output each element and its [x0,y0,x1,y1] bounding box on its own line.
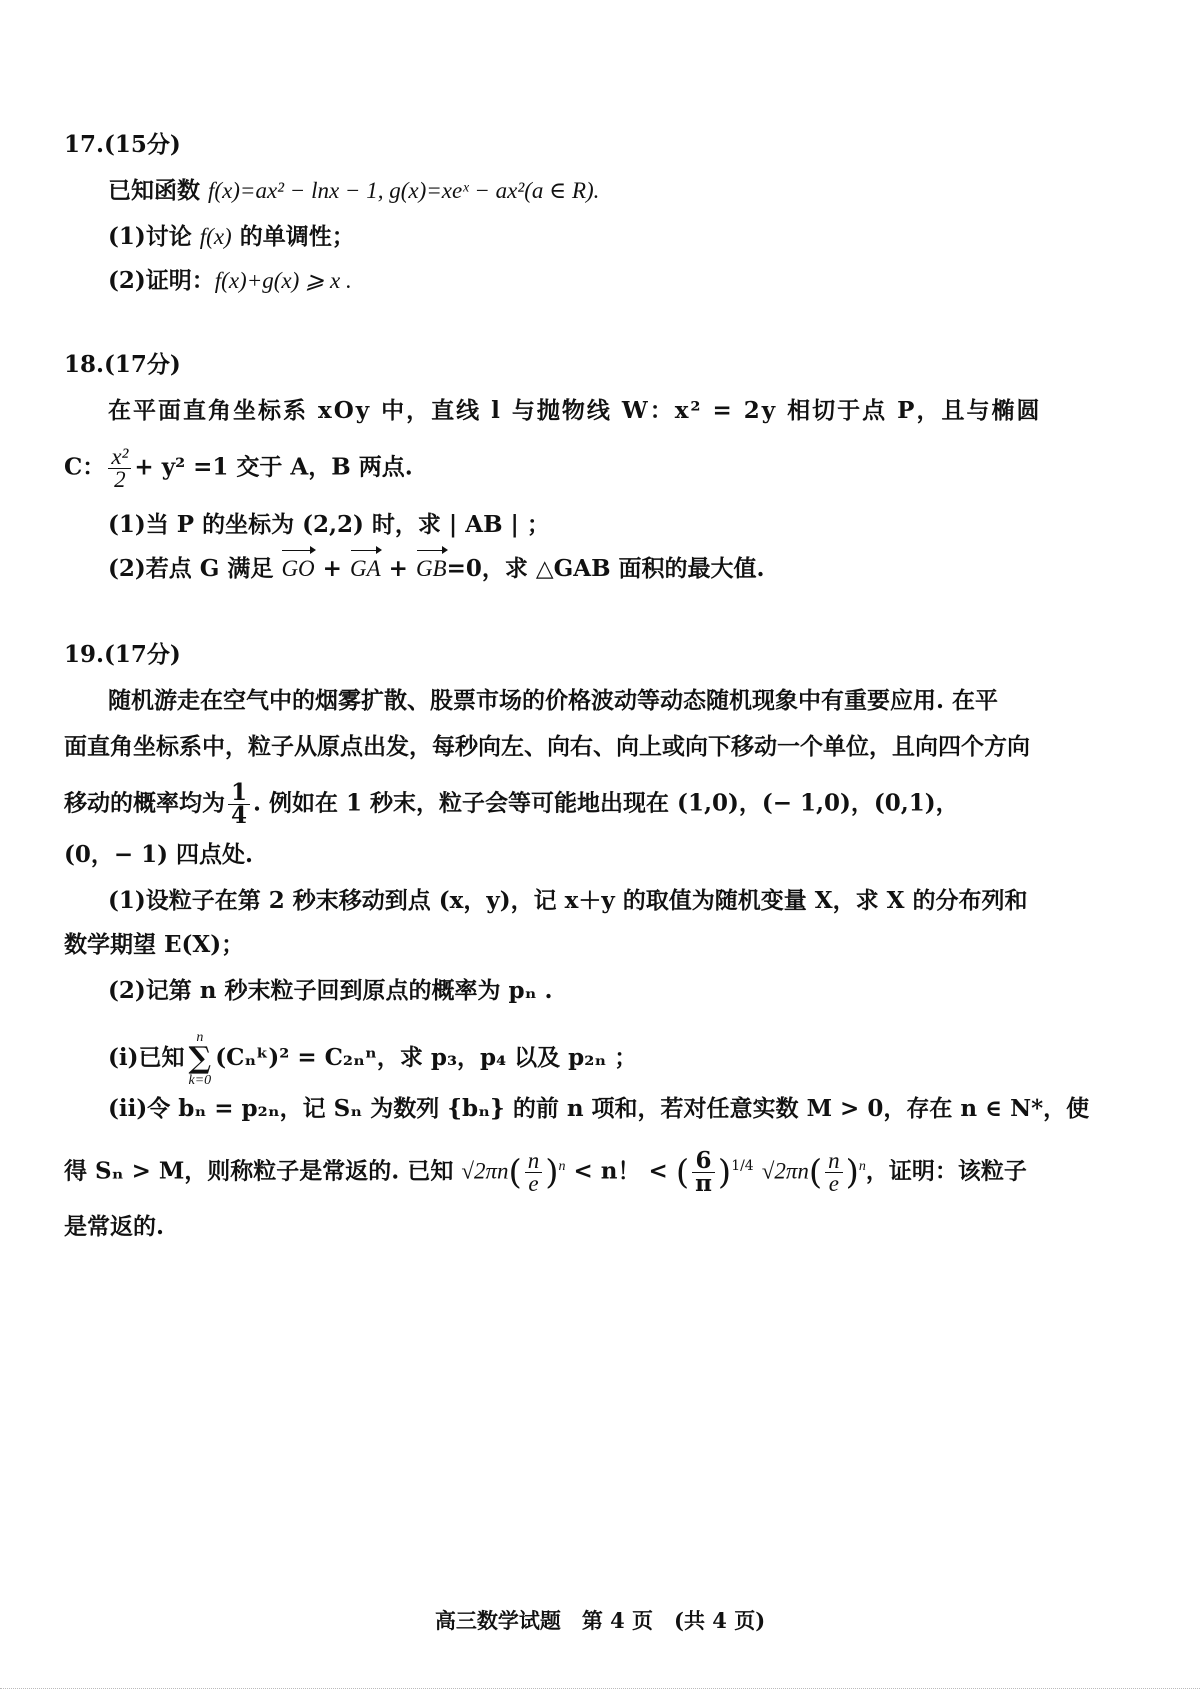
q19-fraction-numerator: 1 [228,782,250,805]
q19-part1-line2: 数学期望 E(X)； [64,931,245,958]
sum-upper-limit: n [196,1030,204,1045]
q19-part2: (2)记第 n 秒末粒子回到原点的概率为 pₙ . [108,977,553,1004]
q17-part1-label: (1)讨论 [108,223,200,250]
q19-part2-ii-line3: 是常返的. [64,1213,165,1240]
stirling-middle: < n！ < [565,1157,676,1185]
q17-heading: 17.(15分) [64,131,181,158]
stirling-exp-right: n [858,1158,866,1174]
q19-line1: 随机游走在空气中的烟雾扩散、股票市场的价格波动等动态随机现象中有重要应用. 在平 [108,687,999,714]
q18-fraction-denominator: 2 [114,467,126,492]
q17-part2 [108,266,352,296]
q19-line3-pre: 移动的概率均为 [64,789,225,817]
stirling-frac-den-left: e [528,1171,539,1196]
stirling-frac2-num: 6 [692,1150,715,1173]
stirling-fraction-six-pi [692,1147,715,1197]
q18-part2-pre: (2)若点 G 满足 [108,555,282,582]
bottom-divider [0,1688,1200,1689]
q18-line1: 在平面直角坐标系 xOy 中，直线 l 与抛物线 W：x² = 2y 相切于点 P，且与椭圆 [108,397,1042,424]
stirling-exp-left: n [558,1158,566,1174]
q18-part2: (2)若点 G 满足 GO + GA + GB=0，求 △GAB 面积的最大值. [108,555,765,582]
vector-ga: GA [350,554,381,584]
q19-part2-ii-pre: 得 Sₙ > M，则称粒子是常返的. 已知 [64,1157,462,1185]
stirling-fraction-left [525,1150,543,1195]
q18-line2-pre: C： [64,453,106,481]
stirling-fraction-right [825,1150,843,1195]
page-footer: 高三数学试题 第 4 页 (共 4 页) [434,1608,766,1633]
vector-go: GO [281,554,314,584]
q17-part1 [108,222,355,252]
q18-ellipse-fraction [108,446,131,491]
q19-part2-ii-post: ，证明：该粒子 [865,1157,1027,1185]
stirling-frac2-den: π [695,1170,712,1197]
q19-line3-post: . 例如在 1 秒末，粒子会等可能地出现在 (1,0)，(− 1,0)，(0,1)， [253,789,959,817]
q17-stem-math: f(x)=ax² − lnx − 1, g(x)=xeˣ − ax²(a ∈ R). [208,178,600,203]
stirling-frac-num-right: n [825,1150,843,1173]
q19-quarter-fraction [228,779,250,829]
q17-stem-prefix: 已知函数 [108,177,209,204]
stirling-exp-quarter: 1/4 [731,1157,754,1174]
stirling-sqrt-left: √2πn [461,1158,509,1184]
q18-line2 [64,446,413,491]
q17-stem [108,176,599,206]
q19-line4: (0，− 1) 四点处. [64,841,254,868]
q19-line3 [64,779,959,829]
q17-part1-math: f(x) [199,224,232,249]
q19-part2-i [108,1030,637,1088]
q18-part2-post: =0，求 △GAB 面积的最大值. [446,555,765,582]
q18-fraction-numerator: x² [108,446,131,469]
q18-line2-post: + y² =1 交于 A，B 两点. [134,453,413,481]
summation-symbol: n ∑ k=0 [188,1030,212,1088]
q19-heading: 19.(17分) [64,641,181,668]
stirling-frac-den-right: e [828,1171,840,1196]
q17-part1-suffix: 的单调性； [231,223,355,250]
q19-line2: 面直角坐标系中，粒子从原点出发，每秒向左、向右、向上或向下移动一个单位，且向四个方向 [64,733,1030,760]
q18-heading: 18.(17分) [64,351,181,378]
q19-part2-ii-line1: (ii)令 bₙ = p₂ₙ，记 Sₙ 为数列 {bₙ} 的前 n 项和，若对任意实数 M > 0，存在 n ∈ N*，使 [108,1095,1090,1122]
q18-part1: (1)当 P 的坐标为 (2,2) 时，求 | AB | ； [108,511,550,538]
q19-part1-line1: (1)设粒子在第 2 秒末移动到点 (x，y)，记 x＋y 的取值为随机变量 X，求 X 的分布列和 [108,887,1028,914]
q17-part2-math: f(x)+g(x) ⩾ x . [214,268,352,293]
stirling-sqrt-right: √2πn [761,1158,809,1184]
q19-part2-i-post: (Cₙᵏ)² = C₂ₙⁿ，求 p₃，p₄ 以及 p₂ₙ ； [215,1044,638,1071]
q19-part2-i-pre: (i)已知 [108,1044,185,1071]
vector-gb: GB [416,554,447,584]
sum-lower-limit: k=0 [188,1073,212,1088]
q17-part2-label: (2)证明： [108,267,215,294]
stirling-frac-num-left: n [525,1150,543,1173]
q19-part2-ii-line2: 得 Sₙ > M，则称粒子是常返的. 已知 √2πn( $\frac{n}{e}$ )$^n$ < n！ < ( $\frac{6}{\pi}$ )$^{1/4}$ √2πn( $\frac{n}{e}$ )$^n$，证明：该粒子 [64,1147,1027,1197]
q19-fraction-denominator: 4 [231,802,248,829]
